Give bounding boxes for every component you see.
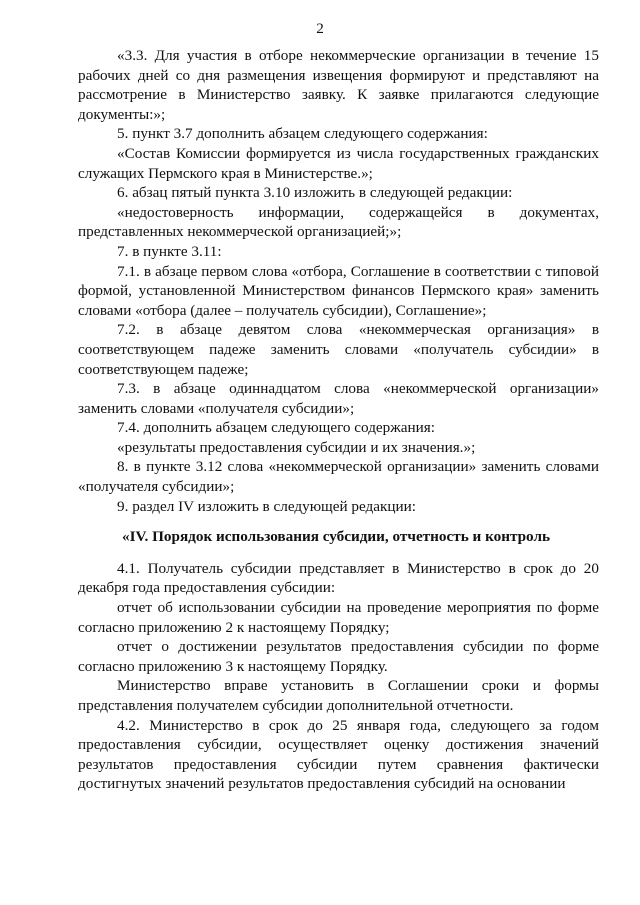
paragraph-item-8: 8. в пункте 3.12 слова «некоммерческой организации» заменить словами «получателя субсидии»; (78, 458, 599, 496)
paragraph-item-5: 5. пункт 3.7 дополнить абзацем следующего содержания: (117, 125, 488, 143)
section-heading: «IV. Порядок использования субсидии, отчетность и контроль (122, 528, 550, 546)
paragraph-additional-reporting: Министерство вправе установить в Соглашении сроки и формы представления получателем субсидии дополнительной отчетности. (78, 677, 599, 714)
paragraph-item-7-3: 7.3. в абзаце одиннадцатом слова «некоммерческой организации» заменить словами «получателя субсидии»; (78, 380, 599, 417)
paragraph-4-2: 4.2. Министерство в срок до 25 января года, следующего за годом предоставления субсидии, осуществляет оценку достижения значений результатов предоставления субсидии путем сравнения фактически достигнутых значений результатов предоставления субсидий на основании (78, 716, 599, 793)
paragraph-item-9: 9. раздел IV изложить в следующей редакции: (117, 497, 416, 515)
page-number: 2 (316, 20, 324, 37)
paragraph-3-3: «3.3. Для участия в отборе некоммерческие организации в течение 15 рабочих дней со дня размещения извещения формируют и представляют на рассмотрение в Министерство заявку. К заявке прилагаются следующие документы:»; (78, 47, 599, 123)
document-body (78, 46, 599, 794)
paragraph-report-results: отчет о достижении результатов предоставления субсидии по форме согласно приложению 3 к настоящему Порядку. (78, 638, 599, 675)
paragraph-unreliability: «недостоверность информации, содержащейся в документах, представленных некоммерческой организацией;»; (78, 203, 599, 241)
paragraph-item-6: 6. абзац пятый пункта 3.10 изложить в следующей редакции: (117, 184, 513, 202)
paragraph-item-7-4: 7.4. дополнить абзацем следующего содержания: (117, 419, 435, 437)
paragraph-commission: «Состав Комиссии формируется из числа государственных гражданских служащих Пермского края в Министерстве.»; (78, 144, 599, 182)
paragraph-item-7-1: 7.1. в абзаце первом слова «отбора, Соглашение в соответствии с типовой формой, установленной Министерством финансов Пермского края» заменить словами «отбора (далее – получатель субсидии), Соглашение»; (78, 262, 599, 319)
paragraph-item-7: 7. в пункте 3.11: (117, 242, 222, 260)
paragraph-report-usage: отчет об использовании субсидии на проведение мероприятия по форме согласно приложению 2 к настоящему Порядку; (78, 599, 599, 636)
paragraph-results: «результаты предоставления субсидии и их значения.»; (117, 438, 476, 456)
paragraph-4-1: 4.1. Получатель субсидии представляет в Министерство в срок до 20 декабря года предоставления субсидии: (78, 559, 599, 597)
paragraph-item-7-2: 7.2. в абзаце девятом слова «некоммерческая организация» в соответствующем падеже заменить словами «получатель субсидии» в соответствующем падеже; (78, 321, 599, 378)
